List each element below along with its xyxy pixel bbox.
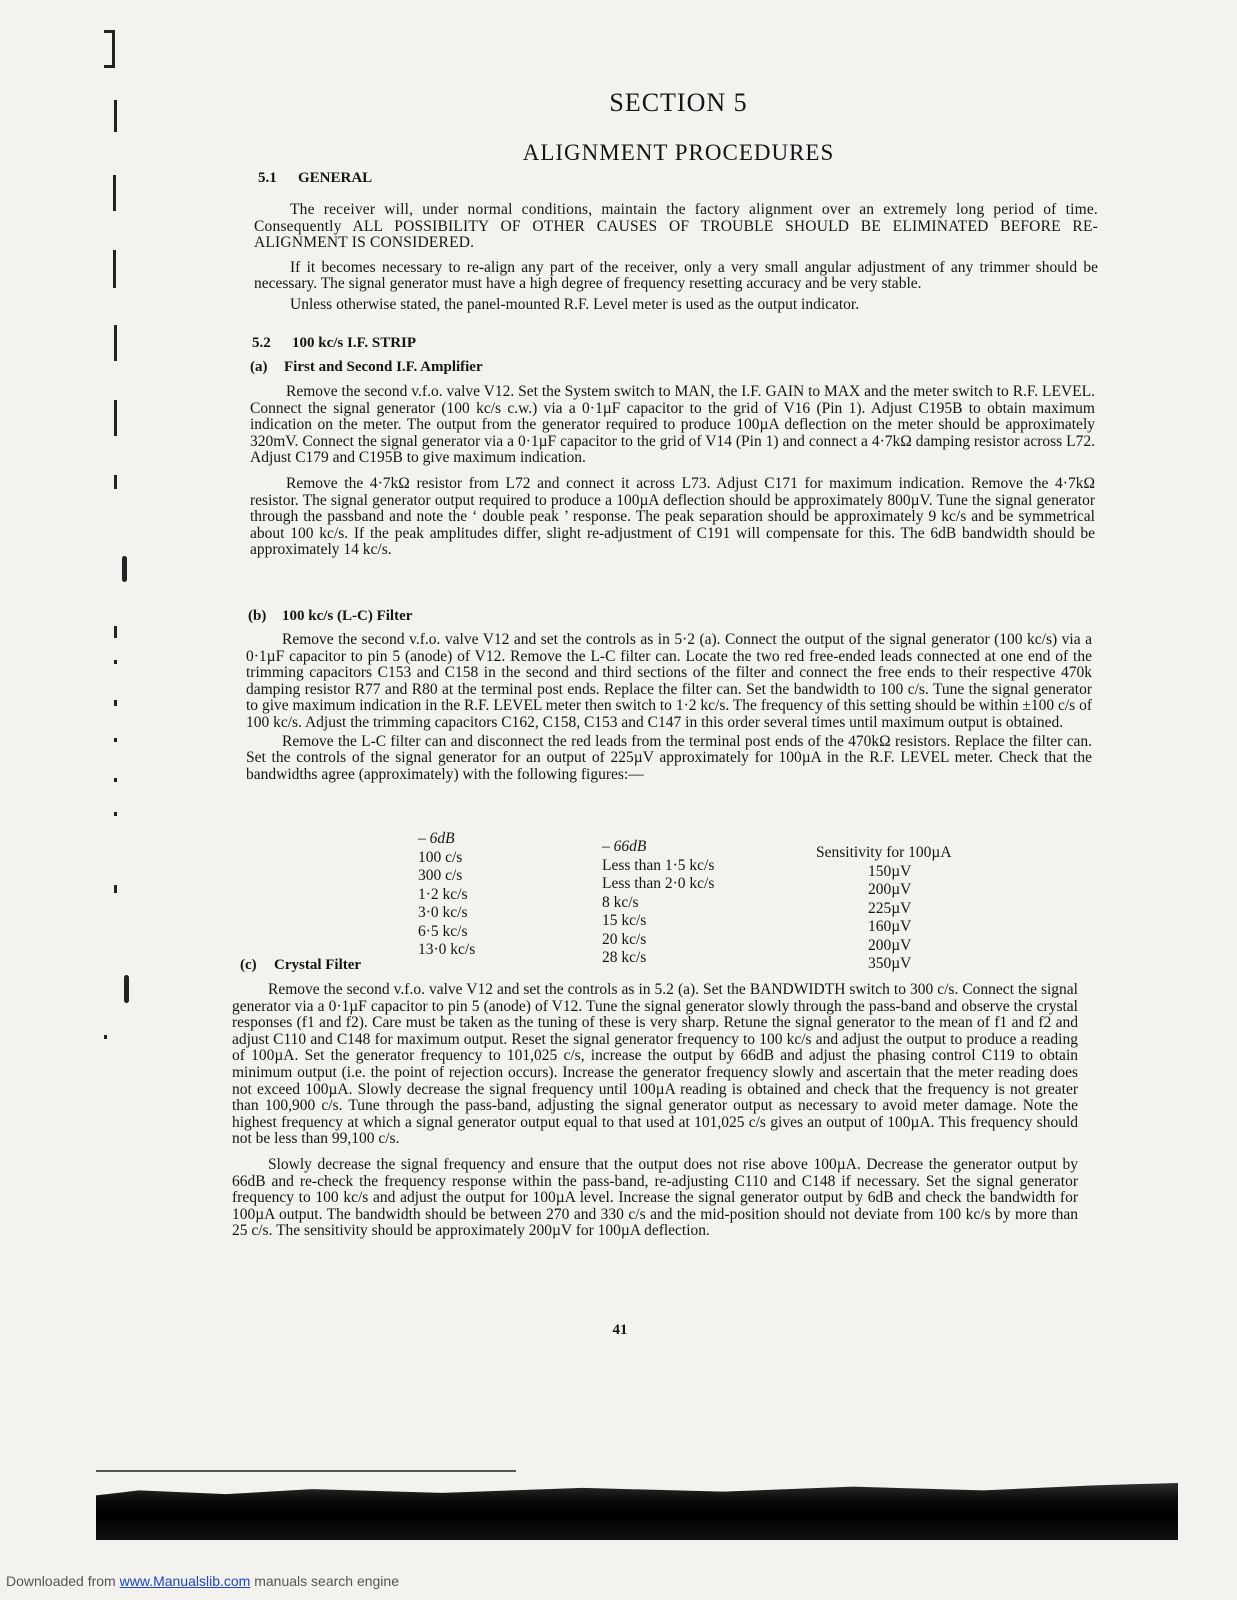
paragraph: Remove the second v.f.o. valve V12. Set the System switch to MAN, the I.F. GAIN to MAX and the meter switch to R.F. LEVEL. Connect the signal generator (100 kc/s c.w.) via a 0·1µF capacitor to the grid of V16 (Pin 1). Adjust C195B to obtain maximum indication on the meter. The output from the generator required to produce 100µA deflection on the meter should be approximately 320mV. Connect the signal generator via a 0·1µF capacitor to the grid of V14 (Pin 1) and connect a 4·7kΩ damping resistor across L72. Adjust C179 and C195B to give maximum indication.: [250, 383, 1095, 467]
binding-mark: [104, 65, 115, 68]
table-cell: 1·2 kc/s: [418, 885, 468, 903]
binding-mark: [114, 475, 117, 489]
table-column-6db: [418, 830, 475, 960]
paragraph: The receiver will, under normal conditions, maintain the factory alignment over an extremely long period of time. Consequently ALL POSSIBILITY OF OTHER CAUSES OF TROUBLE SHOULD BE ELIMINATED BEFORE RE-ALIGNMENT IS CONSIDERED.: [254, 201, 1098, 252]
table-column-66db: [602, 838, 714, 968]
binding-mark: [114, 626, 117, 638]
binding-mark: [114, 660, 117, 664]
section-subtitle: ALIGNMENT PROCEDURES: [522, 140, 835, 165]
binding-mark: [114, 400, 117, 436]
table-header: Sensitivity for 100µA: [816, 844, 952, 861]
binding-mark: [114, 885, 117, 893]
binding-mark: [114, 778, 117, 782]
section-c-block: [232, 982, 1078, 1240]
table-header: – 6dB: [418, 830, 455, 847]
scan-edge-line: [96, 1470, 516, 1472]
heading-5-2-c: [240, 957, 361, 974]
heading-number: 5.1: [258, 170, 277, 186]
table-header: – 66dB: [602, 838, 647, 855]
binding-mark: [113, 175, 116, 211]
table-cell: 300 c/s: [418, 867, 463, 884]
heading-text: First and Second I.F. Amplifier: [284, 359, 483, 375]
binding-mark: [114, 738, 117, 742]
table-cell: 3·0 kc/s: [418, 904, 468, 921]
table-cell: 20 kc/s: [602, 930, 647, 948]
binding-mark: [114, 325, 117, 361]
table-cell: 150µV: [868, 862, 912, 880]
table-cell: 200µV: [868, 936, 912, 954]
table-cell: 100 c/s: [418, 848, 463, 866]
paragraph: Remove the 4·7kΩ resistor from L72 and connect it across L73. Adjust C171 for maximum indication. Remove the 4·7kΩ resistor. The signal generator output required to produce a 100µA deflection should be approximately 800µV. Tune the signal generator through the passband and note the ‘ double peak ’ response. The peak separation should be approximately 9 kc/s and be symmetrical about 100 kc/s. If the peak amplitudes differ, slight re-adjustment of C191 will compensate for this. The 6dB bandwidth should be approximately 14 kc/s.: [250, 474, 1095, 559]
binding-mark: [124, 975, 129, 1003]
table-cell: Less than 1·5 kc/s: [602, 856, 715, 874]
scan-edge-shadow: [96, 1478, 1178, 1540]
table-cell: 350µV: [868, 955, 912, 972]
binding-mark: [122, 556, 127, 582]
footer-suffix: manuals search engine: [250, 1573, 399, 1589]
heading-5-2-b: [248, 608, 412, 625]
table-cell: 225µV: [868, 899, 912, 917]
heading-text: GENERAL: [298, 170, 373, 186]
table-cell: 15 kc/s: [602, 912, 647, 929]
table-cell: 8 kc/s: [602, 893, 639, 911]
binding-mark: [114, 812, 117, 816]
manualslib-link[interactable]: www.Manualslib.com: [119, 1573, 251, 1589]
table-cell: Less than 2·0 kc/s: [602, 875, 715, 892]
binding-mark: [114, 700, 117, 706]
page-number: 41: [612, 1322, 628, 1338]
heading-5-1: [258, 170, 372, 187]
general-block: [254, 202, 1098, 314]
table-cell: 13·0 kc/s: [418, 941, 476, 958]
heading-number: 5.2: [252, 335, 271, 351]
section-b-block: [246, 632, 1092, 783]
heading-label: (c): [240, 957, 257, 973]
heading-5-2: [252, 335, 416, 352]
binding-mark: [112, 30, 115, 68]
paragraph: Unless otherwise stated, the panel-mounted R.F. Level meter is used as the output indicator.: [290, 295, 860, 313]
section-a-block: [250, 384, 1095, 559]
binding-mark: [113, 250, 116, 288]
paragraph: Slowly decrease the signal frequency and ensure that the output does not rise above 100µA. Decrease the generator output by 66dB and re-check the frequency response within the pass-band, re-adjusting C110 and C148 if necessary. Set the signal generator frequency to 100 kc/s and adjust the output for 100µA level. Increase the signal generator output by 6dB and check the bandwidth for 100µA output. The bandwidth should be between 270 and 330 c/s and the mid-position should not deviate from 100 kc/s by more than 25 c/s. The sensitivity should be approximately 200µV for 100µA deflection.: [232, 1155, 1078, 1240]
paragraph: Remove the second v.f.o. valve V12 and set the controls as in 5·2 (a). Connect the output of the signal generator (100 kc/s) via a 0·1µF capacitor to pin 5 (anode) of V12. Remove the L-C filter can. Locate the two red free-ended leads connected at one end of the trimming capacitors C153 and C158 in the second and third sections of the filter and connect the free ends to their respective 470k damping resistor R77 and R80 at the terminal post ends. Replace the filter can. Set the bandwidth to 100 c/s. Tune the signal generator to give maximum indication in the R.F. LEVEL meter then switch to 1·2 kc/s. The frequency of this setting should be within ±100 c/s of 100 kc/s. Adjust the trimming capacitors C162, C158, C153 and C147 in this order several times until maximum output is obtained.: [246, 631, 1092, 731]
heading-5-2-a: [250, 359, 483, 376]
heading-label: (b): [248, 608, 267, 624]
section-title: SECTION 5: [609, 88, 748, 117]
heading-label: (a): [250, 359, 268, 375]
table-cell: 160µV: [868, 918, 912, 935]
heading-text: Crystal Filter: [274, 957, 362, 973]
download-footer: [6, 1573, 399, 1589]
paragraph: Remove the L-C filter can and disconnect the red leads from the terminal post ends of the 470kΩ resistors. Replace the filter can. Set the controls of the signal generator for an output of 225µV approximately for 100µA in the R.F. LEVEL meter. Check that the bandwidths agree (approximately) with the following figures:—: [246, 732, 1092, 783]
footer-prefix: Downloaded from: [6, 1573, 120, 1589]
heading-text: 100 kc/s (L-C) Filter: [282, 608, 413, 624]
table-cell: 28 kc/s: [602, 949, 647, 966]
heading-text: 100 kc/s I.F. STRIP: [292, 335, 417, 351]
table-cell: 6·5 kc/s: [418, 922, 468, 940]
table-column-sensitivity: [816, 844, 952, 974]
paragraph: If it becomes necessary to re-align any part of the receiver, only a very small angular adjustment of any trimmer should be necessary. The signal generator must have a high degree of frequency resetting accuracy and be very stable.: [254, 258, 1098, 293]
table-cell: 200µV: [868, 881, 912, 898]
binding-mark: [104, 30, 115, 33]
binding-mark: [104, 1035, 107, 1039]
paragraph: Remove the second v.f.o. valve V12 and set the controls as in 5.2 (a). Set the BANDWIDTH switch to 300 c/s. Connect the signal generator via a 0·1µF capacitor to pin 5 (anode) of V12. Tune the signal generator slowly through the pass-band and observe the crystal responses (f1 and f2). Care must be taken as the tuning of these is very sharp. Retune the signal generator to the mean of f1 and f2 and adjust C110 and C148 for maximum output. Reset the signal generator frequency to 100 kc/s and adjust the output to produce a reading of 100µA. Set the generator frequency to 101,025 c/s, increase the output by 66dB and adjust the phasing control C119 to obtain minimum output (i.e. the point of rejection occurs). Increase the generator frequency slowly and ascertain that the meter reading does not exceed 100µA. Slowly decrease the signal frequency until 100µA reading is obtained and check that the frequency is not greater than 100,900 c/s. Tune through the pass-band, adjusting the signal generator output as necessary to avoid meter damage. Note the highest frequency at which a signal generator output equal to that used at 101,025 c/s gives an output of 100µA. This frequency should not be less than 99,100 c/s.: [232, 981, 1078, 1148]
